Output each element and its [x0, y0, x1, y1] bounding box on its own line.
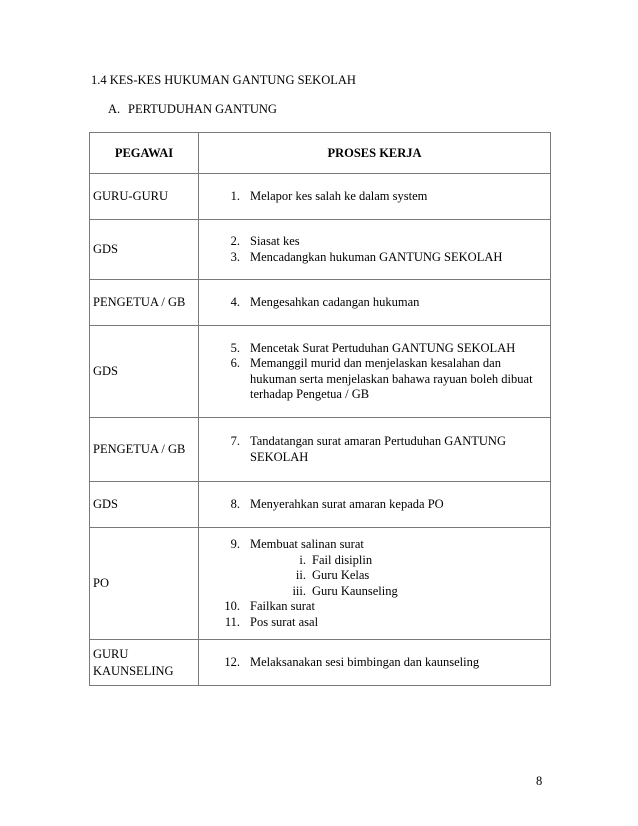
column-header-process: PROSES KERJA [199, 133, 551, 174]
sub-step-text: Fail disiplin [312, 552, 373, 567]
process-cell [199, 174, 551, 220]
subsection-marker: A. [108, 102, 121, 116]
process-step [222, 250, 542, 266]
process-step [222, 189, 542, 205]
subsection-heading [108, 102, 277, 117]
sub-step-text: Guru Kelas [312, 568, 370, 582]
step-text: Tandatangan surat amaran Pertuduhan GANTUNG SEKOLAH [250, 434, 506, 464]
officer-cell: PENGETUA / GB [90, 418, 199, 482]
subsection-title: PERTUDUHAN GANTUNG [128, 102, 277, 116]
table-row [90, 326, 551, 418]
process-cell [199, 326, 551, 418]
process-step [222, 537, 542, 553]
process-cell [199, 418, 551, 482]
process-step [222, 234, 542, 250]
step-text: Pos surat asal [250, 614, 319, 629]
process-step [222, 356, 542, 403]
step-number: 9. [230, 537, 240, 551]
step-number: 8. [230, 496, 240, 511]
sub-step-number: ii. [295, 568, 306, 582]
process-step [222, 599, 542, 615]
step-text: Failkan surat [250, 599, 315, 613]
sub-step-text: Guru Kaunseling [312, 583, 398, 598]
officer-cell: GDS [90, 220, 199, 280]
table-header-row [90, 133, 551, 174]
process-cell [199, 220, 551, 280]
sub-step-number: i. [299, 552, 306, 567]
step-number: 5. [230, 340, 240, 355]
officer-cell: GDS [90, 482, 199, 528]
sub-step [282, 553, 542, 569]
process-table [89, 132, 551, 686]
step-number: 7. [230, 434, 240, 448]
process-cell [199, 482, 551, 528]
officer-cell: GURU-GURU [90, 174, 199, 220]
step-text: Mengesahkan cadangan hukuman [250, 294, 420, 309]
process-step [222, 295, 542, 311]
process-cell [199, 280, 551, 326]
step-number: 12. [224, 654, 240, 669]
step-number: 10. [224, 599, 240, 613]
process-step [222, 341, 542, 357]
step-number: 2. [230, 234, 240, 248]
step-number: 11. [224, 614, 240, 629]
sub-step [282, 584, 542, 600]
table-row [90, 528, 551, 640]
table-row [90, 418, 551, 482]
step-text: Melapor kes salah ke dalam system [250, 188, 428, 203]
step-text: Melaksanakan sesi bimbingan dan kaunseling [250, 654, 480, 669]
process-step [222, 655, 542, 671]
process-step [222, 497, 542, 513]
officer-cell: PENGETUA / GB [90, 280, 199, 326]
step-number: 4. [230, 294, 240, 309]
table-row [90, 174, 551, 220]
step-number: 1. [230, 188, 240, 203]
table-row [90, 280, 551, 326]
table-row [90, 482, 551, 528]
step-number: 6. [230, 356, 240, 370]
sub-step [282, 568, 542, 584]
step-text: Mencadangkan hukuman GANTUNG SEKOLAH [250, 249, 503, 264]
step-number: 3. [230, 249, 240, 264]
officer-cell: PO [90, 528, 199, 640]
step-text: Siasat kes [250, 234, 300, 248]
table-row [90, 220, 551, 280]
step-text: Memanggil murid dan menjelaskan kesalahan dan hukuman serta menjelaskan bahawa rayuan boleh dibuat terhadap Pengetua / GB [250, 356, 533, 401]
sub-step-number: iii. [292, 583, 306, 598]
process-cell [199, 640, 551, 686]
table-row [90, 640, 551, 686]
step-text: Mencetak Surat Pertuduhan GANTUNG SEKOLAH [250, 340, 516, 355]
step-text: Membuat salinan surat [250, 537, 364, 551]
officer-cell: GDS [90, 326, 199, 418]
section-heading: 1.4 KES-KES HUKUMAN GANTUNG SEKOLAH [91, 73, 356, 87]
officer-cell: GURU KAUNSELING [90, 640, 199, 686]
step-text: Menyerahkan surat amaran kepada PO [250, 496, 444, 511]
process-cell [199, 528, 551, 640]
page-number: 8 [536, 774, 543, 788]
process-step [222, 434, 542, 465]
process-step [222, 615, 542, 631]
column-header-officer: PEGAWAI [90, 133, 199, 174]
